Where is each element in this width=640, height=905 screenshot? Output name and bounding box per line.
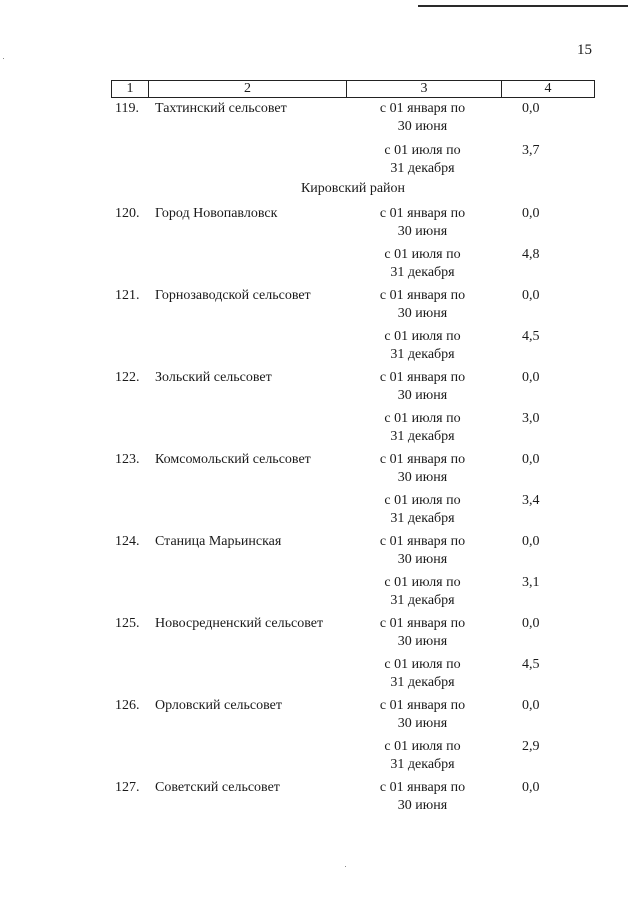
- period-second-half: с 01 июля по 31 декабря: [384, 739, 461, 772]
- row-name: Советский сельсовет: [155, 780, 280, 795]
- value-second-half: 4,8: [522, 247, 540, 262]
- period-first-half: с 01 января по 30 июня: [379, 452, 466, 485]
- top-rule: [418, 5, 628, 7]
- value-first-half: 0,0: [522, 370, 540, 385]
- value-first-half: 0,0: [522, 534, 540, 549]
- period-first-half: с 01 января по 30 июня: [379, 206, 466, 239]
- value-first-half: 0,0: [522, 288, 540, 303]
- row-number: 125.: [115, 616, 140, 631]
- value-second-half: 3,0: [522, 411, 540, 426]
- row-number: 124.: [115, 534, 140, 549]
- period-second-half: с 01 июля по 31 декабря: [384, 575, 461, 608]
- value-first-half: 0,0: [522, 206, 540, 221]
- page-number: 15: [577, 42, 592, 58]
- period-first-half: с 01 января по 30 июня: [379, 534, 466, 567]
- row-number: 123.: [115, 452, 140, 467]
- value-first-half: 0,0: [522, 698, 540, 713]
- value-second-half: 3,1: [522, 575, 540, 590]
- value-second-half: 3,7: [522, 143, 540, 158]
- row-name: Комсомольский сельсовет: [155, 452, 311, 467]
- period-first-half: с 01 января по 30 июня: [379, 370, 466, 403]
- period-second-half: с 01 июля по 31 декабря: [384, 411, 461, 444]
- row-number: 126.: [115, 698, 140, 713]
- row-name: Горнозаводской сельсовет: [155, 288, 311, 303]
- period-second-half: с 01 июля по 31 декабря: [384, 247, 461, 280]
- row-number: 127.: [115, 780, 140, 795]
- row-name: Станица Марьинская: [155, 534, 282, 549]
- period-first-half: с 01 января по 30 июня: [379, 616, 466, 649]
- row-name: Город Новопавловск: [155, 206, 278, 221]
- header-col-4: 4: [501, 81, 594, 97]
- scan-speck: [3, 58, 4, 59]
- row-number: 119.: [115, 101, 139, 116]
- period-first-half: с 01 января по 30 июня: [379, 780, 466, 813]
- value-first-half: 0,0: [522, 101, 540, 116]
- value-second-half: 3,4: [522, 493, 540, 508]
- row-number: 120.: [115, 206, 140, 221]
- row-number: 121.: [115, 288, 140, 303]
- header-col-3: 3: [346, 81, 501, 97]
- row-name: Тахтинский сельсовет: [155, 101, 287, 116]
- table-header: [111, 80, 595, 98]
- header-col-2: 2: [148, 81, 346, 97]
- row-name: Новосредненский сельсовет: [155, 616, 324, 631]
- value-first-half: 0,0: [522, 780, 540, 795]
- value-second-half: 4,5: [522, 329, 540, 344]
- row-name: Орловский сельсовет: [155, 698, 282, 713]
- scan-speck: [345, 866, 346, 867]
- value-second-half: 4,5: [522, 657, 540, 672]
- district-heading: Кировский район: [300, 181, 406, 196]
- period-first-half: с 01 января по 30 июня: [379, 288, 466, 321]
- period-second-half: с 01 июля по 31 декабря: [384, 143, 461, 176]
- row-number: 122.: [115, 370, 140, 385]
- period-second-half: с 01 июля по 31 декабря: [384, 657, 461, 690]
- period-second-half: с 01 июля по 31 декабря: [384, 329, 461, 362]
- row-name: Зольский сельсовет: [155, 370, 272, 385]
- value-first-half: 0,0: [522, 616, 540, 631]
- period-second-half: с 01 июля по 31 декабря: [384, 493, 461, 526]
- value-first-half: 0,0: [522, 452, 540, 467]
- period-first-half: с 01 января по 30 июня: [379, 101, 466, 134]
- value-second-half: 2,9: [522, 739, 540, 754]
- header-col-1: 1: [126, 81, 134, 96]
- period-first-half: с 01 января по 30 июня: [379, 698, 466, 731]
